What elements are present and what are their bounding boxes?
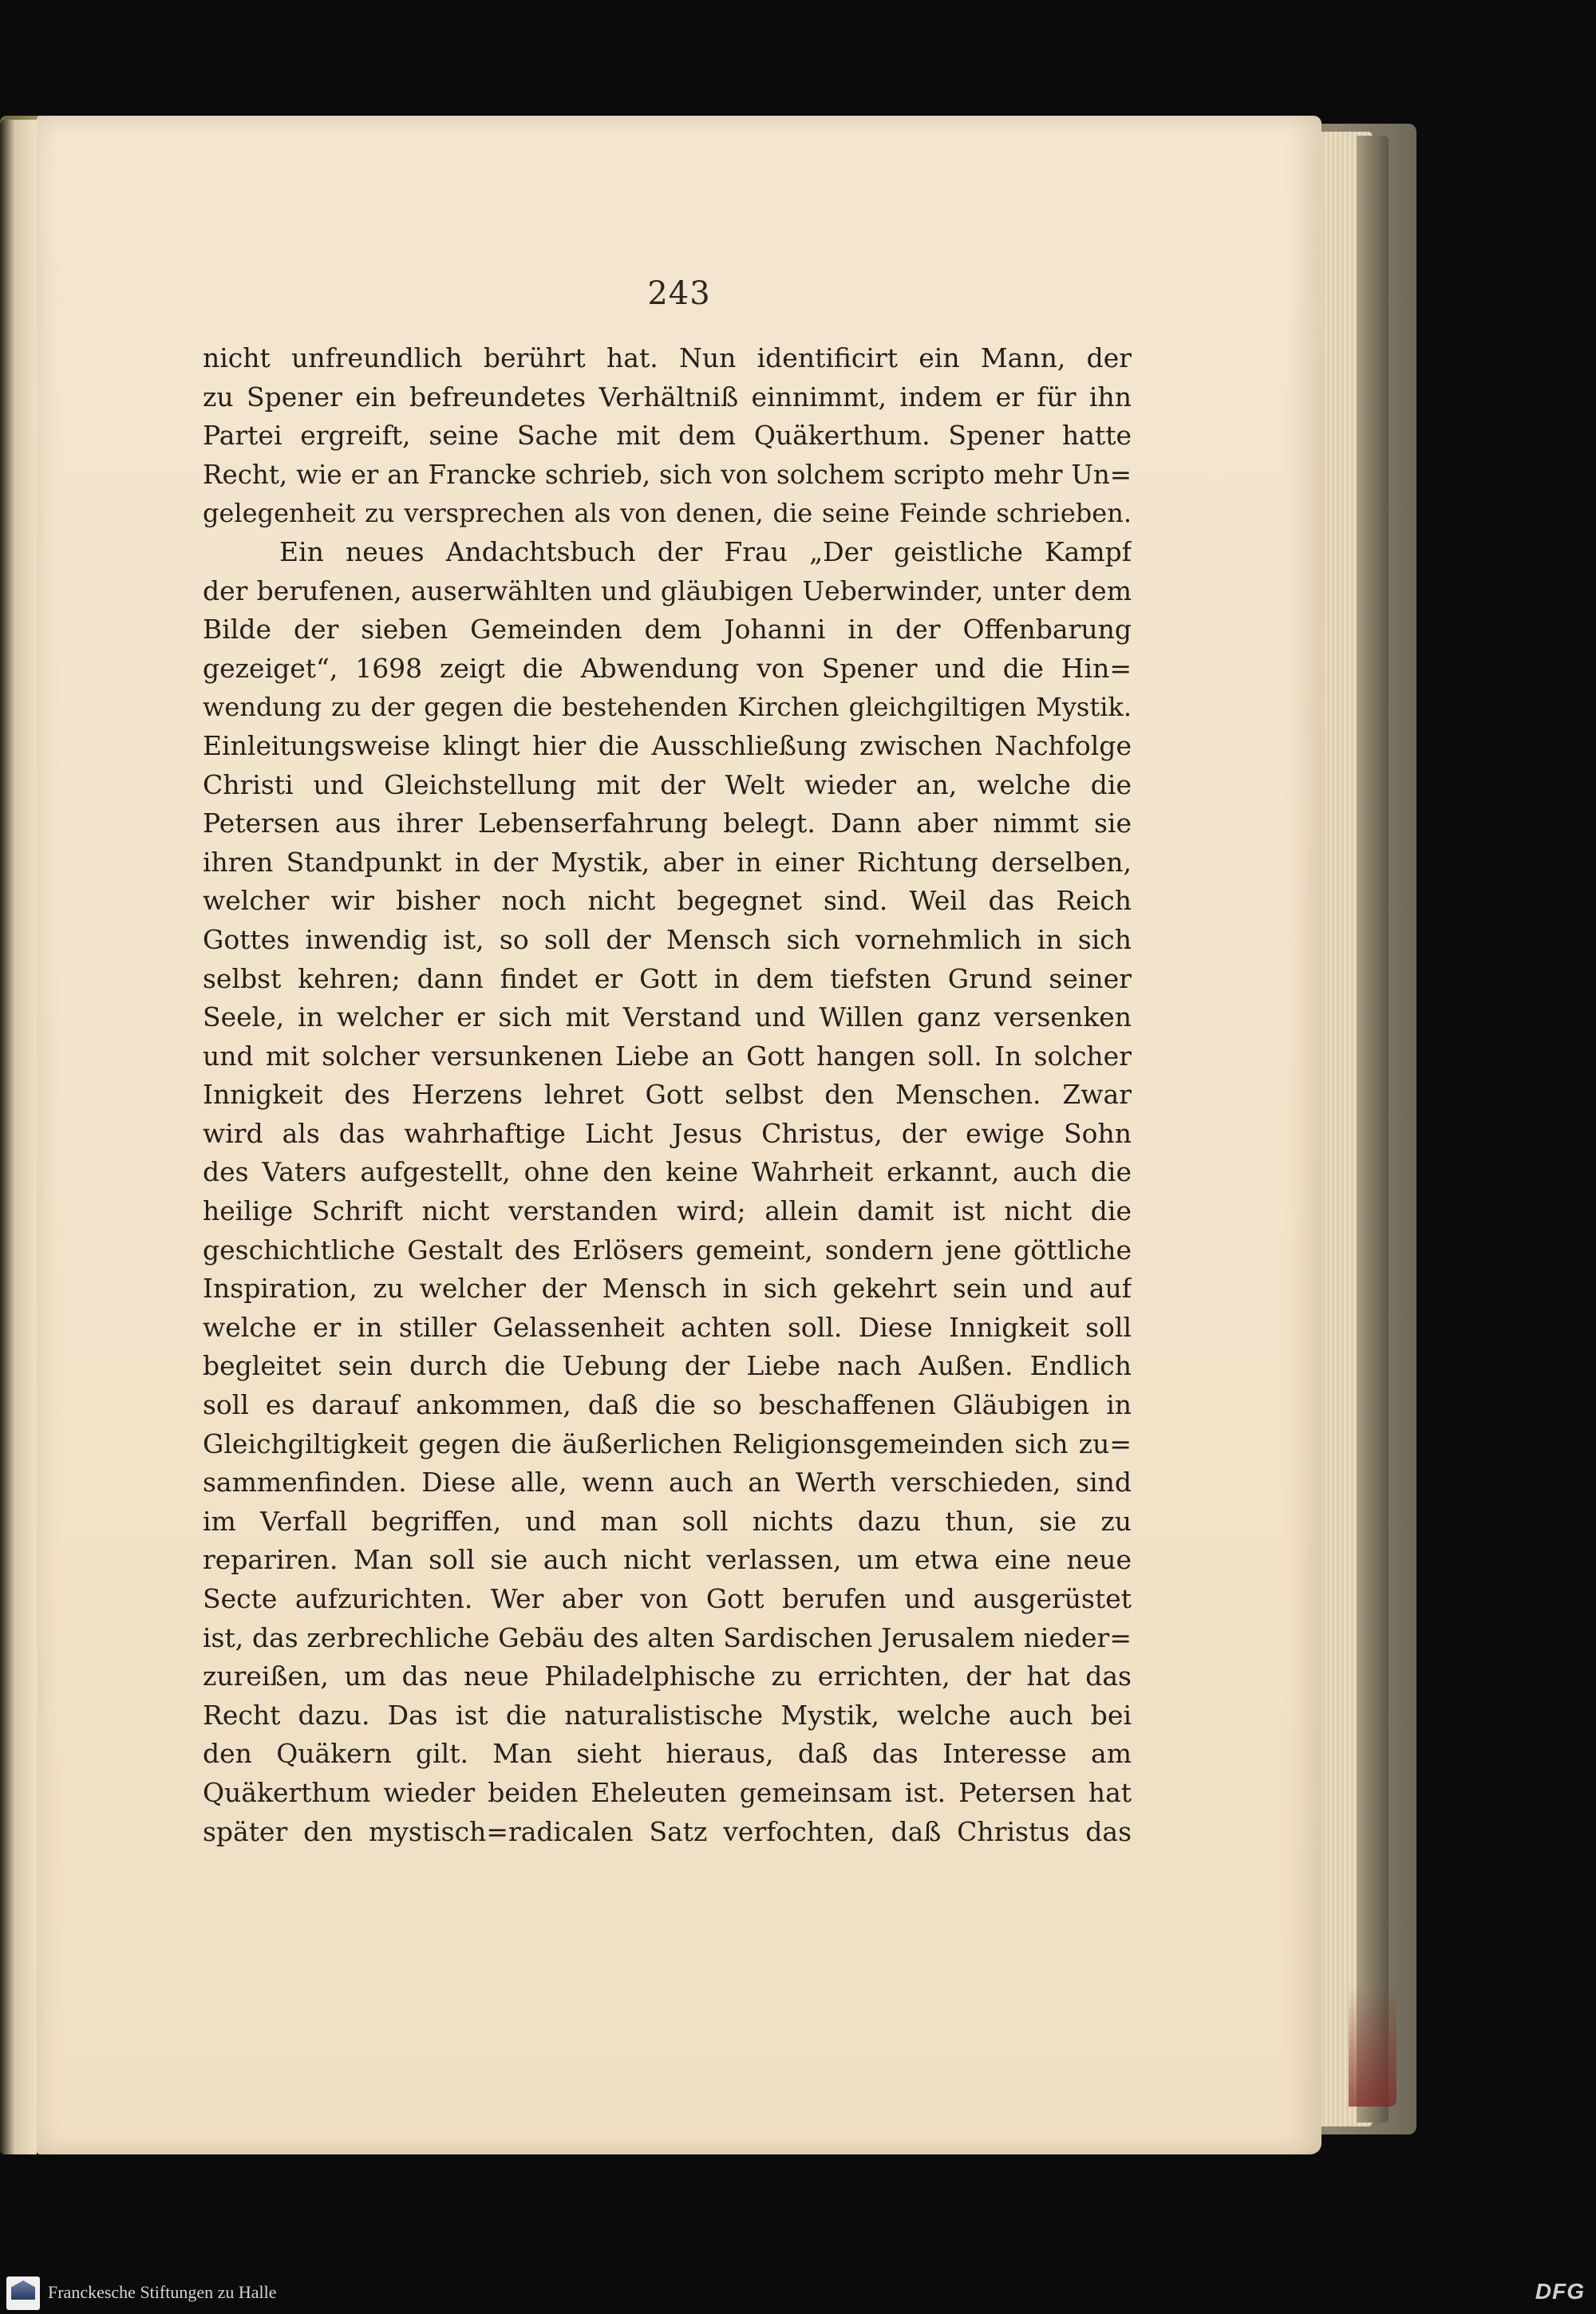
text-line: Ein neues Andachtsbuch der Frau „Der geistliche Kampf bbox=[279, 535, 1132, 567]
text-line: später den mystisch=radicalen Satz verfochten, daß Christus das bbox=[203, 1815, 1132, 1847]
text-line: ihren Standpunkt in der Mystik, aber in einer Richtung derselben, bbox=[203, 846, 1132, 878]
text-line: Innigkeit des Herzens lehret Gott selbst den Menschen. Zwar bbox=[203, 1079, 1132, 1111]
text-line: Recht dazu. Das ist die naturalistische Mystik, welche auch bei bbox=[203, 1699, 1132, 1731]
text-line: wird als das wahrhaftige Licht Jesus Christus, der ewige Sohn bbox=[203, 1117, 1132, 1149]
text-line: Inspiration, zu welcher der Mensch in sich gekehrt sein und auf bbox=[203, 1273, 1132, 1305]
text-line: der berufenen, auserwählten und gläubigen Ueberwinder, unter dem bbox=[203, 575, 1132, 606]
page-number: 243 bbox=[647, 275, 711, 312]
dfg-logo: DFG bbox=[1535, 2279, 1585, 2304]
text-line: nicht unfreundlich berührt hat. Nun identificirt ein Mann, der bbox=[203, 342, 1132, 373]
text-line: gezeiget“, 1698 zeigt die Abwendung von Spener und die Hin= bbox=[203, 652, 1132, 684]
text-line: welche er in stiller Gelassenheit achten soll. Diese Innigkeit soll bbox=[203, 1311, 1132, 1343]
book-page bbox=[37, 116, 1321, 2154]
text-line: welcher wir bisher noch nicht begegnet sind. Weil das Reich bbox=[203, 885, 1132, 917]
text-line: zureißen, um das neue Philadelphische zu errichten, der hat das bbox=[203, 1660, 1132, 1692]
left-page-edge bbox=[0, 120, 37, 2154]
text-line: selbst kehren; dann findet er Gott in dem tiefsten Grund seiner bbox=[203, 962, 1132, 994]
text-line: begleitet sein durch die Uebung der Liebe nach Außen. Endlich bbox=[203, 1350, 1132, 1382]
footer-institution-label: Franckesche Stiftungen zu Halle bbox=[48, 2282, 277, 2302]
text-line: Seele, in welcher er sich mit Verstand und Willen ganz versenken bbox=[203, 1001, 1132, 1033]
text-line: Bilde der sieben Gemeinden dem Johanni in der Offenbarung bbox=[203, 614, 1132, 646]
text-line: Petersen aus ihrer Lebenserfahrung belegt. Dann aber nimmt sie bbox=[203, 808, 1132, 839]
text-line: repariren. Man soll sie auch nicht verlassen, um etwa eine neue bbox=[203, 1544, 1132, 1576]
text-line: und mit solcher versunkenen Liebe an Gott hangen soll. In solcher bbox=[203, 1040, 1132, 1072]
text-line: sammenfinden. Diese alle, wenn auch an Werth verschieden, sind bbox=[203, 1467, 1132, 1499]
text-line: im Verfall begriffen, und man soll nichts dazu thun, sie zu bbox=[203, 1505, 1132, 1537]
text-line: Christi und Gleichstellung mit der Welt wieder an, welche die bbox=[203, 768, 1132, 800]
text-line: Partei ergreift, seine Sache mit dem Quäkerthum. Spener hatte bbox=[203, 420, 1132, 452]
text-line: den Quäkern gilt. Man sieht hieraus, daß das Interesse am bbox=[203, 1738, 1132, 1770]
text-line: Recht, wie er an Francke schrieb, sich von solchem scripto mehr Un= bbox=[203, 459, 1132, 490]
text-line: geschichtliche Gestalt des Erlösers gemeint, sondern jene göttliche bbox=[203, 1234, 1132, 1266]
text-line: Quäkerthum wieder beiden Eheleuten gemeinsam ist. Petersen hat bbox=[203, 1776, 1132, 1808]
text-line: Gleichgiltigkeit gegen die äußerlichen Religionsgemeinden sich zu= bbox=[203, 1427, 1132, 1459]
text-line: heilige Schrift nicht verstanden wird; allein damit ist nicht die bbox=[203, 1195, 1132, 1227]
text-line: Gottes inwendig ist, so soll der Mensch sich vornehmlich in sich bbox=[203, 923, 1132, 955]
text-line: Einleitungsweise klingt hier die Ausschließung zwischen Nachfolge bbox=[203, 729, 1132, 761]
body-text bbox=[203, 339, 1132, 1851]
book-spine-rim bbox=[1357, 136, 1389, 2122]
text-line: des Vaters aufgestellt, ohne den keine Wahrheit erkannt, auch die bbox=[203, 1156, 1132, 1188]
text-line: ist, das zerbrechliche Gebäu des alten Sardischen Jerusalem nieder= bbox=[203, 1621, 1132, 1653]
red-edge-stain bbox=[1349, 1987, 1396, 2107]
text-line: wendung zu der gegen die bestehenden Kirchen gleichgiltigen Mystik. bbox=[203, 692, 1132, 723]
text-line: soll es darauf ankommen, daß die so beschaffenen Gläubigen in bbox=[203, 1389, 1132, 1421]
text-line: Secte aufzurichten. Wer aber von Gott berufen und ausgerüstet bbox=[203, 1583, 1132, 1614]
text-line: zu Spener ein befreundetes Verhältniß einnimmt, indem er für ihn bbox=[203, 381, 1132, 413]
text-line: gelegenheit zu versprechen als von denen, die seine Feinde schrieben. bbox=[203, 498, 1132, 529]
